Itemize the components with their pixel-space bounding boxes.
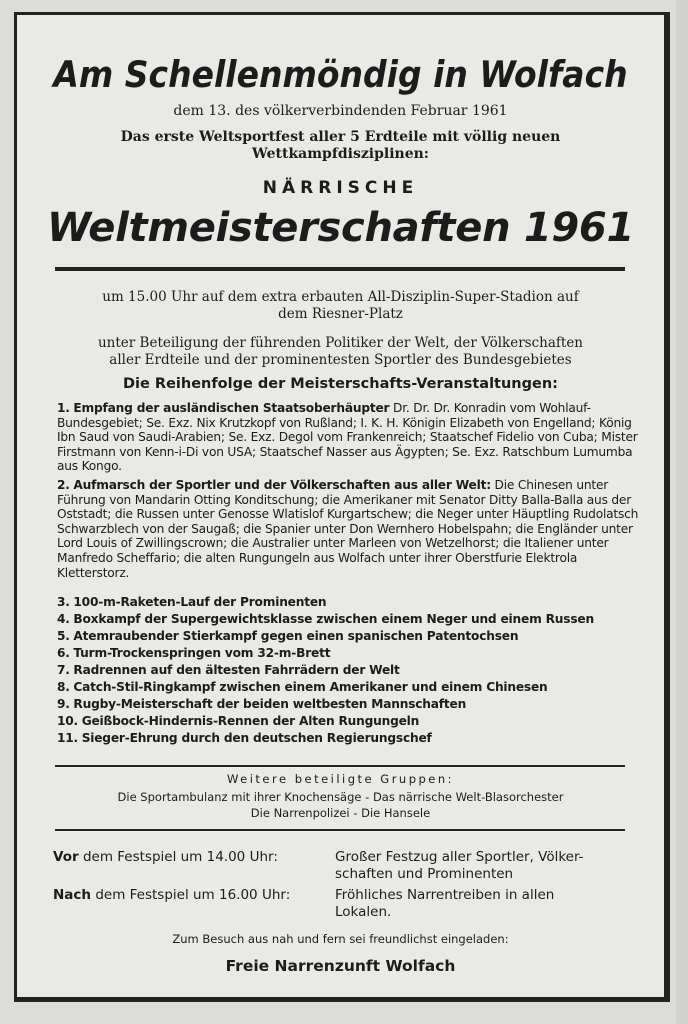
groups-bottom-rule xyxy=(55,829,625,831)
event-title: Catch-Stil-Ringkampf zwischen einem Amerikaner und einem Chinesen xyxy=(73,680,548,694)
nach-time: dem Festspiel um 16.00 Uhr: xyxy=(95,887,291,903)
event-item xyxy=(57,401,645,474)
event-number: 4. xyxy=(57,612,70,626)
event-item xyxy=(57,731,645,746)
invite-line: Zum Besuch aus nah und fern sei freundlichst eingeladen: xyxy=(172,932,509,946)
event-title: Rugby-Meisterschaft der beiden weltbesten Mannschaften xyxy=(73,697,467,711)
event-item xyxy=(57,697,645,712)
event-title: Turm-Trockenspringen vom 32-m-Brett xyxy=(73,646,331,660)
nach-label: Nach xyxy=(53,887,92,903)
event-title: Sieger-Ehrung durch den deutschen Regierungschef xyxy=(81,731,432,745)
event-number: 5. xyxy=(57,629,70,643)
vor-time: dem Festspiel um 14.00 Uhr: xyxy=(82,849,278,865)
event-number: 3. xyxy=(57,595,70,609)
event-item xyxy=(57,478,645,580)
groups-line-2: Die Narrenpolizei - Die Hansele xyxy=(250,806,431,820)
nach-schedule xyxy=(53,887,290,904)
event-title: 100-m-Raketen-Lauf der Prominenten xyxy=(73,595,327,609)
event-title: Boxkampf der Supergewichtsklasse zwischen einem Neger und einem Russen xyxy=(73,612,594,626)
event-item xyxy=(57,680,645,695)
nach-text-line-1: Fröhliches Narrentreiben in allen xyxy=(335,887,555,903)
event-title: Empfang der ausländischen Staatsoberhäupter xyxy=(73,401,390,415)
event-item xyxy=(57,629,645,644)
event-number: 11. xyxy=(57,731,78,745)
participation-line-1: unter Beteiligung der führenden Politiker der Welt, der Völkerschaften xyxy=(97,335,584,351)
event-item xyxy=(57,714,645,729)
venue-line-2: dem Riesner-Platz xyxy=(278,306,403,322)
venue-line-1: um 15.00 Uhr auf dem extra erbauten All-Disziplin-Super-Stadion auf xyxy=(102,289,579,305)
event-number: 7. xyxy=(57,663,70,677)
participation-line-2: aller Erdteile und der prominentesten Sportler des Bundesgebietes xyxy=(109,352,572,368)
event-number: 1. xyxy=(57,401,70,415)
poster xyxy=(14,12,670,1002)
poster-title: Am Schellenmöndig in Wolfach xyxy=(53,53,628,96)
event-number: 8. xyxy=(57,680,70,694)
event-item xyxy=(57,646,645,661)
groups-line-1: Die Sportambulanz mit ihrer Knochensäge - Das närrische Welt-Blasorchester xyxy=(117,790,564,804)
event-number: 6. xyxy=(57,646,70,660)
groups-top-rule xyxy=(55,765,625,767)
event-item xyxy=(57,663,645,678)
event-details: Die Chinesen unter Führung von Mandarin Otting Konditschung; die Amerikaner mit Senator Ditty Balla-Balla aus der Oststadt; die Russen unter Genosse Wlatislof Kurgartschew; die Neger unter Häuptling Rudolatsch Schwarzblech von der Saugaß; die Spanier unter Don Wernhero Hobelspahn; die Engländer unter Lord Louis of Zwillingscrown; die Australier unter Marleen von Wetzelhorst; die Italiener unter Manfredo Scheffario; die alten Rungungeln aus Wolfach unter ihrer Oberstfurie Elektrola Kletterstorz. xyxy=(57,478,639,580)
signature: Freie Narrenzunft Wolfach xyxy=(225,957,456,975)
vor-label: Vor xyxy=(53,849,79,865)
event-title: Geißbock-Hindernis-Rennen der Alten Rungungeln xyxy=(81,714,420,728)
intro-line-2: Wettkampfdisziplinen: xyxy=(252,146,429,162)
groups-heading: Weitere beteiligte Gruppen: xyxy=(226,772,455,786)
event-item xyxy=(57,612,645,627)
event-number: 2. xyxy=(57,478,70,492)
intro-line-1: Das erste Weltsportfest aller 5 Erdteile mit völlig neuen xyxy=(120,129,561,145)
event-title: Aufmarsch der Sportler und der Völkerschaften aus aller Welt: xyxy=(73,478,491,492)
page-edge xyxy=(676,0,688,1024)
kicker: NÄRRISCHE xyxy=(262,178,419,198)
headline: Weltmeisterschaften 1961 xyxy=(47,205,634,251)
event-title: Radrennen auf den ältesten Fahrrädern der Welt xyxy=(73,663,400,677)
date-line: dem 13. des völkerverbindenden Februar 1961 xyxy=(173,103,508,119)
event-details: Dr. Dr. Dr. Konradin vom Wohlauf-Bundesgebiet; Se. Exz. Nix Krutzkopf von Rußland; I. K. H. Königin Elizabeth von Engelland; König Ibn Saud von Saudi-Arabien; Se. Exz. Degol vom Frankenreich; Staatschef Fidelio von Cuba; Mister Firstmann von Kenn-i-Di von USA; Staatschef Nasser aus Ägypten; Se. Exz. Ratschbum Lumumba aus Kongo. xyxy=(57,401,638,474)
nach-text-line-2: Lokalen. xyxy=(335,904,392,920)
event-number: 9. xyxy=(57,697,70,711)
vor-text-line-1: Großer Festzug aller Sportler, Völker- xyxy=(335,849,584,865)
event-title: Atemraubender Stierkampf gegen einen spanischen Patentochsen xyxy=(73,629,519,643)
vor-schedule xyxy=(53,849,278,866)
event-number: 10. xyxy=(57,714,78,728)
order-heading: Die Reihenfolge der Meisterschafts-Veranstaltungen: xyxy=(123,376,558,392)
event-item xyxy=(57,595,645,610)
vor-text-line-2: schaften und Prominenten xyxy=(335,866,514,882)
headline-rule xyxy=(55,267,625,271)
